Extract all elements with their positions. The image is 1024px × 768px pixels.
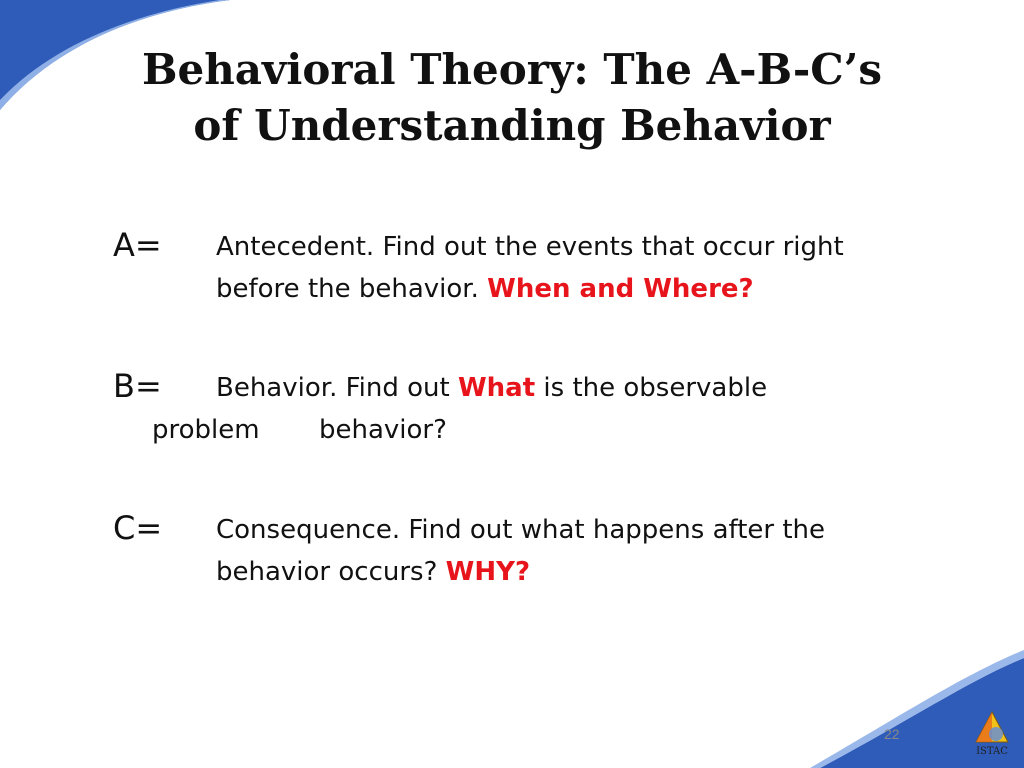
item-a-label: A=: [113, 226, 162, 264]
title-line-2: of Understanding Behavior: [193, 101, 831, 150]
page-number: 22: [884, 726, 900, 742]
item-b-line-1-text: Behavior. Find out: [216, 373, 458, 403]
item-a-highlight: When and Where?: [487, 274, 754, 304]
item-a-line-2-text: before the behavior.: [216, 274, 488, 304]
item-c-label: C=: [113, 509, 163, 547]
istac-logo-icon: [968, 706, 1016, 766]
item-b-line-1: [216, 373, 767, 403]
item-b-highlight: What: [457, 373, 536, 403]
item-a-line-2: [216, 274, 754, 304]
slide-title: [0, 42, 1024, 154]
item-b-line-2a: problem: [152, 415, 260, 445]
item-c-highlight: WHY?: [445, 557, 531, 587]
title-line-1: Behavioral Theory: The A-B-C’s: [141, 45, 882, 94]
item-c-line-2-text: behavior occurs?: [216, 557, 446, 587]
logo-text: ISTAC: [976, 746, 1008, 757]
item-b-line-2b: behavior?: [319, 415, 447, 445]
item-a-line-1: Antecedent. Find out the events that occur right: [216, 232, 844, 262]
item-b-line-1-tail: is the observable: [535, 373, 768, 403]
item-b-label: B=: [113, 367, 162, 405]
item-c-line-1: Consequence. Find out what happens after the: [216, 515, 826, 545]
item-c-line-2: [216, 557, 530, 587]
